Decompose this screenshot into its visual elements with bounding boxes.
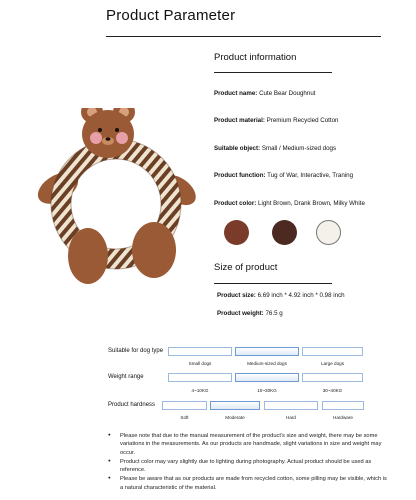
size-divider xyxy=(214,283,332,284)
product-size-label: Product size: xyxy=(217,292,256,299)
hardness-caption-moderate: Moderate xyxy=(225,415,245,420)
hardness-option-hard xyxy=(264,401,318,410)
note-color: ● Product color may vary slightly due to lighting during photography. Actual product should be used as reference. xyxy=(108,458,390,475)
notes-list xyxy=(108,432,390,493)
product-function-row xyxy=(214,172,353,179)
title-divider xyxy=(106,36,381,37)
product-name-value: Cute Bear Doughnut xyxy=(259,90,316,97)
dog-type-option-large xyxy=(302,347,363,356)
color-swatch-milky-white xyxy=(316,220,341,245)
dog-type-option-small xyxy=(168,347,232,356)
product-size-value: 6.69 inch * 4.92 inch * 0.98 inch xyxy=(257,292,345,299)
hardness-option-moderate xyxy=(210,401,260,410)
product-material-row xyxy=(214,117,339,124)
dog-type-option-medium xyxy=(235,347,299,356)
weight-option-30-40 xyxy=(302,373,363,382)
product-image xyxy=(30,108,202,288)
hardness-option-soft xyxy=(162,401,207,410)
hardness-option-hardware xyxy=(322,401,364,410)
product-weight-value: 76.5 g xyxy=(265,310,283,317)
product-size-row xyxy=(217,292,345,299)
product-weight-label: Product weight: xyxy=(217,310,264,317)
product-weight-row xyxy=(217,310,283,317)
product-function-value: Tug of War, Interactive, Traning xyxy=(267,172,354,179)
weight-option-4-10 xyxy=(168,373,232,382)
product-information-heading: Product information xyxy=(214,52,297,63)
product-material-label: Product material: xyxy=(214,117,265,124)
hardness-caption-hard: Hard xyxy=(286,415,296,420)
product-information-divider xyxy=(214,72,332,73)
weight-caption-30-40: 30~40KG xyxy=(322,388,343,393)
dog-type-label: Suitable for dog type xyxy=(108,348,164,354)
product-color-value: Light Brown, Drank Brown, Milky White xyxy=(258,200,365,207)
hardness-caption-soft: Soft xyxy=(180,415,189,420)
suitable-object-label: Suitable object: xyxy=(214,145,261,152)
weight-option-10-30 xyxy=(235,373,299,382)
product-name-row xyxy=(214,90,315,97)
weight-caption-10-30: 10~30KG xyxy=(257,388,277,393)
product-color-row xyxy=(214,200,365,207)
note-measurement: ● Please note that due to the manual measurement of the product's size and weight, there may be some variations in the measurements. As our products are handmade, slight variations in size and weight may occur. xyxy=(108,432,390,457)
page-title: Product Parameter xyxy=(106,7,236,24)
dog-type-caption-medium: Medium-sized dogs xyxy=(247,361,287,366)
hardness-label: Product hardness xyxy=(108,402,156,408)
product-color-label: Product color: xyxy=(214,200,257,207)
hardness-caption-hardware: Hardware xyxy=(333,415,353,420)
note-pilling: ● Please be aware that as our products are made from recycled cotton, some pilling may be visible, which is a natural characteristic of the material. xyxy=(108,475,390,492)
product-function-label: Product function: xyxy=(214,172,266,179)
product-name-label: Product name: xyxy=(214,90,258,97)
dog-type-caption-small: Small dogs xyxy=(188,361,212,366)
size-heading: Size of product xyxy=(214,262,278,273)
color-swatch-light-brown xyxy=(224,220,249,245)
weight-range-label: Weight range xyxy=(108,374,144,380)
product-material-value: Premium Recycled Cotton xyxy=(266,117,339,124)
suitable-object-value: Small / Medium-sized dogs xyxy=(261,145,337,152)
weight-caption-4-10: 4~10KG xyxy=(191,388,209,393)
dog-type-caption-large: Large dogs xyxy=(321,361,344,366)
color-swatch-dark-brown xyxy=(272,220,297,245)
suitable-object-row xyxy=(214,145,336,152)
